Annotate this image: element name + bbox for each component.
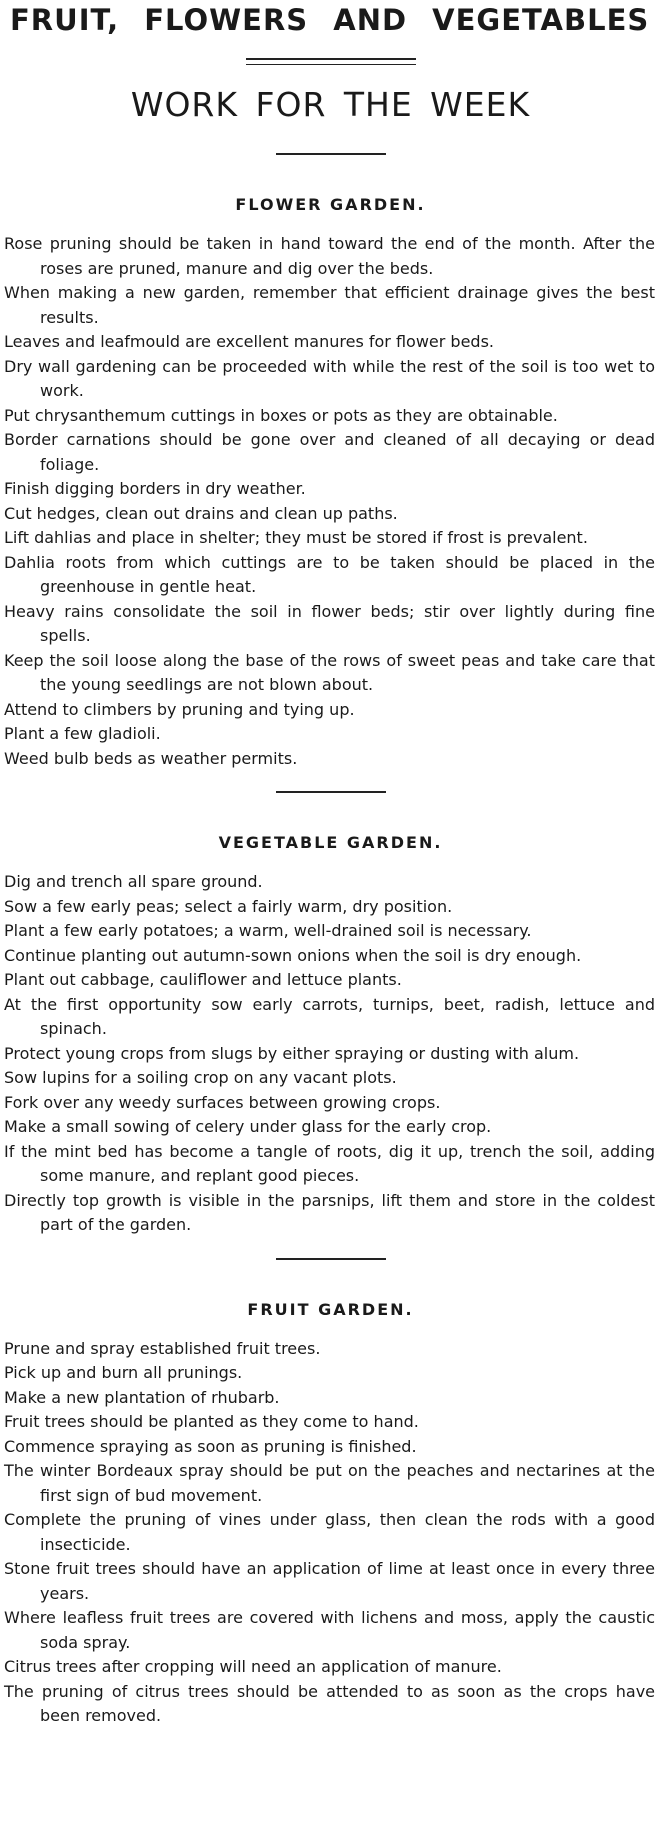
- list-item: Border carnations should be gone over and cleaned of all decaying or dead foliage.: [4, 430, 655, 474]
- masthead: FRUIT, FLOWERS AND VEGETABLES: [10, 3, 650, 37]
- list-item: Prune and spray established fruit trees.: [4, 1338, 321, 1358]
- list-item: Plant a few gladioli.: [4, 724, 161, 743]
- list-item: Directly top growth is visible in the parsnips, lift them and store in the coldest part of the garden.: [4, 1190, 655, 1234]
- list-item: Make a new plantation of rhubarb.: [4, 1387, 280, 1407]
- title-divider: [276, 153, 386, 155]
- list-item: Protect young crops from slugs by either spraying or dusting with alum.: [4, 1043, 580, 1063]
- list-item: The pruning of citrus trees should be attended to as soon as the crops have been removed.: [4, 1681, 655, 1725]
- section-divider: [276, 1258, 386, 1260]
- list-item: Dry wall gardening can be proceeded with while the rest of the soil is too wet to work.: [4, 356, 655, 400]
- list-item: Leaves and leafmould are excellent manures for flower beds.: [4, 332, 495, 351]
- list-item: Rose pruning should be taken in hand toward the end of the month. After the roses are pruned, manure and dig over the beds.: [4, 234, 655, 278]
- list-item: Weed bulb beds as weather permits.: [4, 748, 298, 768]
- list-item: Sow a few early peas; select a fairly warm, dry position.: [4, 896, 453, 916]
- flower-garden-list: [4, 232, 657, 771]
- list-item: Where leafless fruit trees are covered with lichens and moss, apply the caustic soda spray.: [4, 1608, 655, 1652]
- newspaper-clipping: [0, 2, 661, 1827]
- vegetable-garden-section: [4, 833, 657, 1238]
- fruit-garden-section: [4, 1300, 657, 1729]
- list-item: Plant out cabbage, cauliflower and lettuce plants.: [4, 970, 402, 989]
- list-item: Commence spraying as soon as pruning is finished.: [4, 1436, 417, 1456]
- list-item: Sow lupins for a soiling crop on any vacant plots.: [4, 1068, 397, 1087]
- list-item: Make a small sowing of celery under glass for the early crop.: [4, 1117, 492, 1136]
- list-item: When making a new garden, remember that efficient drainage gives the best results.: [4, 283, 655, 327]
- fruit-garden-heading: FRUIT GARDEN.: [247, 1299, 414, 1319]
- list-item: Pick up and burn all prunings.: [4, 1363, 243, 1382]
- list-item: Put chrysanthemum cuttings in boxes or pots as they are obtainable.: [4, 405, 558, 425]
- list-item: Attend to climbers by pruning and tying up.: [4, 699, 355, 719]
- list-item: Complete the pruning of vines under glass, then clean the rods with a good insecticide.: [4, 1510, 655, 1554]
- flower-garden-section: [4, 195, 657, 771]
- list-item: Fruit trees should be planted as they come to hand.: [4, 1412, 419, 1431]
- list-item: Dahlia roots from which cuttings are to be taken should be placed in the greenhouse in gentle heat.: [4, 552, 655, 596]
- list-item: Finish digging borders in dry weather.: [4, 479, 306, 498]
- page-subtitle: WORK FOR THE WEEK: [130, 85, 531, 124]
- list-item: Keep the soil loose along the base of the rows of sweet peas and take care that the young seedlings are not blown about.: [4, 650, 655, 694]
- list-item: Lift dahlias and place in shelter; they must be stored if frost is prevalent.: [4, 528, 588, 547]
- flower-garden-heading: FLOWER GARDEN.: [235, 195, 426, 214]
- fruit-garden-list: [4, 1337, 657, 1729]
- list-item: If the mint bed has become a tangle of roots, dig it up, trench the soil, adding some manure, and replant good pieces.: [4, 1141, 655, 1185]
- list-item: Dig and trench all spare ground.: [4, 872, 263, 891]
- list-item: The winter Bordeaux spray should be put on the peaches and nectarines at the first sign of bud movement.: [4, 1461, 655, 1505]
- double-rule-divider: [246, 58, 416, 65]
- list-item: At the first opportunity sow early carrots, turnips, beet, radish, lettuce and spinach.: [4, 994, 655, 1038]
- list-item: Cut hedges, clean out drains and clean up paths.: [4, 503, 398, 523]
- vegetable-garden-heading: VEGETABLE GARDEN.: [218, 833, 443, 852]
- list-item: Heavy rains consolidate the soil in flower beds; stir over lightly during fine spells.: [4, 601, 655, 645]
- vegetable-garden-list: [4, 870, 657, 1238]
- list-item: Citrus trees after cropping will need an application of manure.: [4, 1657, 502, 1676]
- list-item: Fork over any weedy surfaces between growing crops.: [4, 1092, 441, 1112]
- list-item: Continue planting out autumn-sown onions when the soil is dry enough.: [4, 945, 582, 965]
- section-divider: [276, 791, 386, 793]
- list-item: Plant a few early potatoes; a warm, well-drained soil is necessary.: [4, 921, 532, 940]
- list-item: Stone fruit trees should have an application of lime at least once in every three years.: [4, 1559, 655, 1603]
